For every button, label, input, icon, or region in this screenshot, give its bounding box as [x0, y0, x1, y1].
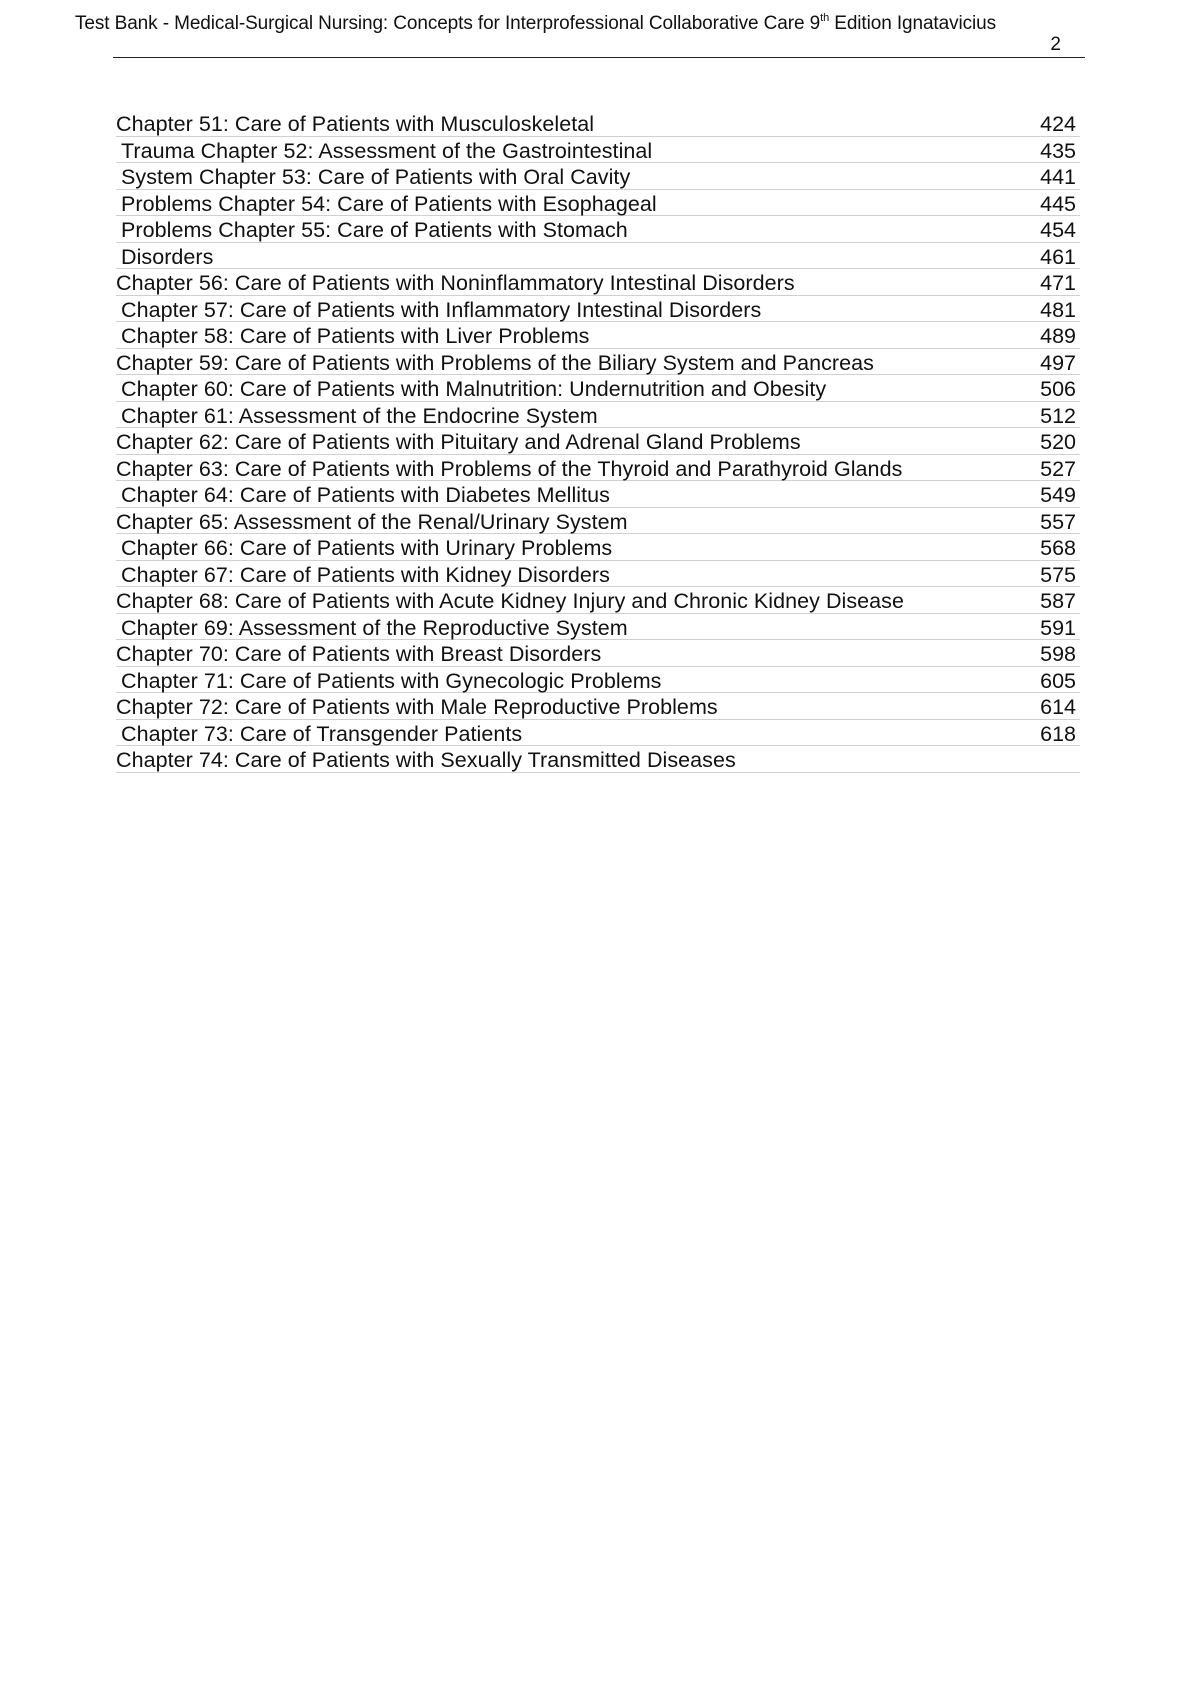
- document-title: [75, 12, 996, 36]
- toc-entry-title: Chapter 60: Care of Patients with Malnutrition: Undernutrition and Obesity: [121, 377, 827, 401]
- toc-entry-page: 618: [1040, 721, 1076, 746]
- toc-entry-title: Chapter 74: Care of Patients with Sexually Transmitted Diseases: [116, 748, 736, 772]
- toc-entry-page: 557: [1040, 509, 1076, 534]
- toc-row: [116, 190, 1080, 217]
- toc-row: [116, 640, 1080, 667]
- toc-entry-page: 568: [1040, 536, 1076, 560]
- toc-entry-title: Chapter 56: Care of Patients with Noninflammatory Intestinal Disorders: [116, 271, 795, 295]
- toc-entry-title: Problems Chapter 55: Care of Patients with Stomach: [121, 218, 628, 242]
- toc-entry-title: Disorders: [121, 244, 214, 269]
- toc-entry-page: 598: [1040, 642, 1076, 666]
- toc-row: [116, 163, 1080, 190]
- toc-entry-title: Trauma Chapter 52: Assessment of the Gastrointestinal: [121, 138, 653, 163]
- toc-entry-title: Problems Chapter 54: Care of Patients with Esophageal: [121, 191, 657, 216]
- toc-entry-title: Chapter 67: Care of Patients with Kidney Disorders: [121, 562, 610, 587]
- toc-row: [116, 534, 1080, 561]
- header-divider: [113, 57, 1085, 58]
- toc-entry-page: 445: [1040, 191, 1076, 216]
- toc-row: [116, 110, 1080, 137]
- page-number: 2: [1050, 34, 1061, 55]
- document-title-superscript: th: [820, 11, 830, 24]
- toc-entry-title: Chapter 68: Care of Patients with Acute Kidney Injury and Chronic Kidney Disease: [116, 589, 904, 613]
- toc-row: [116, 269, 1080, 296]
- toc-entry-page: 614: [1040, 695, 1076, 719]
- toc-row: [116, 375, 1080, 402]
- toc-entry-page: 506: [1040, 377, 1076, 401]
- toc-entry-page: 435: [1040, 138, 1076, 163]
- toc-entry-title: Chapter 62: Care of Patients with Pituitary and Adrenal Gland Problems: [116, 430, 801, 454]
- toc-entry-page: 591: [1040, 615, 1076, 640]
- toc-entry-title: Chapter 66: Care of Patients with Urinary Problems: [121, 536, 613, 560]
- toc-row: [116, 296, 1080, 323]
- toc-entry-page: 441: [1040, 165, 1076, 189]
- toc-entry-page: 587: [1040, 589, 1076, 613]
- toc-row: [116, 481, 1080, 508]
- toc-entry-title: Chapter 72: Care of Patients with Male Reproductive Problems: [116, 695, 718, 719]
- toc-row: [116, 428, 1080, 455]
- toc-entry-title: Chapter 58: Care of Patients with Liver Problems: [121, 324, 590, 348]
- toc-entry-title: Chapter 73: Care of Transgender Patients: [121, 721, 523, 746]
- toc-entry-title: Chapter 57: Care of Patients with Inflammatory Intestinal Disorders: [121, 297, 762, 322]
- toc-entry-title: Chapter 71: Care of Patients with Gynecologic Problems: [121, 668, 662, 693]
- toc-entry-page: 424: [1040, 112, 1076, 136]
- toc-row: [116, 137, 1080, 164]
- toc-row: [116, 614, 1080, 641]
- toc-entry-title: Chapter 64: Care of Patients with Diabetes Mellitus: [121, 483, 610, 507]
- toc-entry-page: 605: [1040, 668, 1076, 693]
- toc-row: [116, 720, 1080, 747]
- toc-row: [116, 508, 1080, 535]
- toc-row: [116, 322, 1080, 349]
- toc-row: [116, 667, 1080, 694]
- toc-entry-page: 471: [1040, 271, 1076, 295]
- document-title-main: Test Bank - Medical-Surgical Nursing: Concepts for Interprofessional Collaborative Care 9: [75, 13, 821, 34]
- toc-entry-page: 527: [1040, 456, 1076, 481]
- toc-entry-page: 461: [1040, 244, 1076, 269]
- toc-entry-page: 497: [1040, 350, 1076, 375]
- toc-entry-title: Chapter 63: Care of Patients with Problems of the Thyroid and Parathyroid Glands: [116, 456, 903, 481]
- toc-entry-title: Chapter 59: Care of Patients with Problems of the Biliary System and Pancreas: [116, 350, 874, 375]
- toc-row: [116, 561, 1080, 588]
- toc-entry-page: 481: [1040, 297, 1076, 322]
- toc-entry-page: 520: [1040, 430, 1076, 454]
- toc-entry-title: System Chapter 53: Care of Patients with Oral Cavity: [121, 165, 631, 189]
- toc-row: [116, 243, 1080, 270]
- toc-entry-page: 512: [1040, 403, 1076, 428]
- toc-entry-page: 575: [1040, 562, 1076, 587]
- toc-row: [116, 693, 1080, 720]
- toc-entry-title: Chapter 70: Care of Patients with Breast Disorders: [116, 642, 602, 666]
- document-title-edition: Edition Ignatavicius: [829, 13, 996, 34]
- toc-entry-page: 454: [1040, 218, 1076, 242]
- toc-row: [116, 587, 1080, 614]
- toc-row: [116, 402, 1080, 429]
- toc-row: [116, 455, 1080, 482]
- toc-entry-title: Chapter 51: Care of Patients with Musculoskeletal: [116, 112, 595, 136]
- page-header: [75, 10, 1085, 58]
- table-of-contents: [116, 110, 1080, 773]
- toc-row: [116, 216, 1080, 243]
- toc-entry-title: Chapter 61: Assessment of the Endocrine System: [121, 403, 598, 428]
- toc-row: [116, 349, 1080, 376]
- toc-row: [116, 746, 1080, 773]
- toc-entry-title: Chapter 65: Assessment of the Renal/Urinary System: [116, 509, 628, 534]
- toc-entry-title: Chapter 69: Assessment of the Reproductive System: [121, 615, 628, 640]
- toc-entry-page: 489: [1040, 324, 1076, 348]
- toc-entry-page: 549: [1040, 483, 1076, 507]
